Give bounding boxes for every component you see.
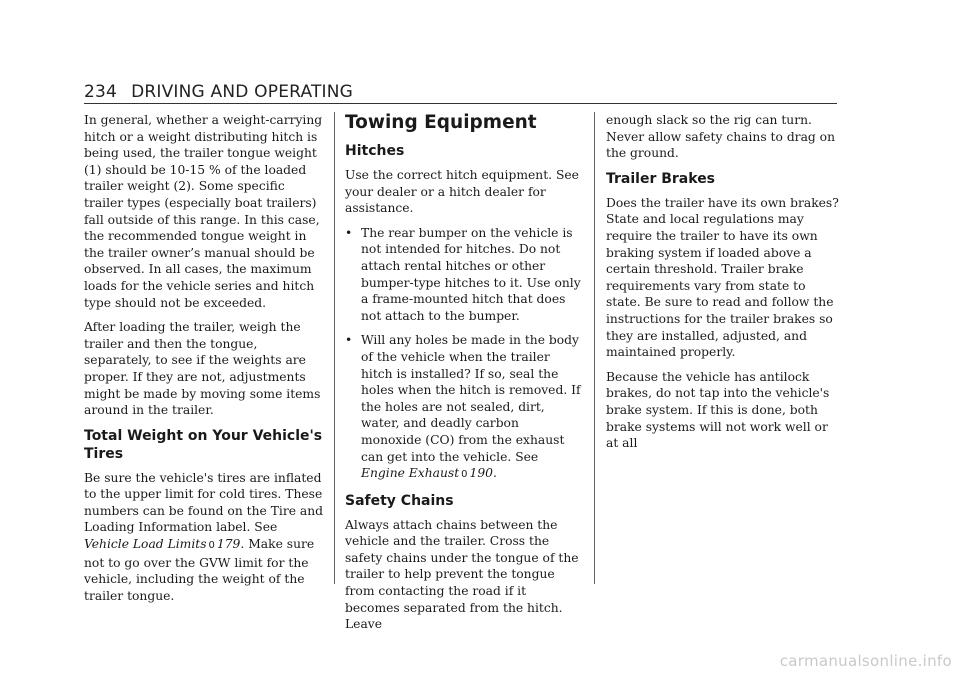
paragraph — [84, 470, 326, 605]
section-title: DRIVING AND OPERATING — [131, 82, 354, 102]
paragraph: Use the correct hitch equipment. See your dealer or a hitch dealer for assistance. — [345, 168, 579, 216]
paragraph: Always attach chains between the vehicle and the trailer. Cross the safety chains under the tongue of the trailer to help prevent the tongue from contacting the road if it becomes separated from the hitch. Leave — [345, 517, 579, 632]
heading-hitches: Hitches — [345, 143, 405, 159]
paragraph: In general, whether a weight-carrying hitch or a weight distributing hitch is being used, the trailer tongue weight (1) should be 10-15 % of the loaded trailer weight (2). Some specific trailer types (especially boat trailers) fall outside of this range. In this case, the recommended tongue weight in the trailer owner’s manual should be observed. In all cases, the maximum loads for the vehicle series and hitch type should not be exceeded. — [84, 113, 323, 310]
page-header — [84, 82, 353, 102]
bullet-list — [345, 225, 583, 484]
list-item-text: Will any holes be made in the body of the vehicle when the trailer hitch is installed? If so, seal the holes when the hitch is removed. If the holes are not sealed, dirt, water, and deadly carbon monoxide (CO) from the exhaust can get into the vehicle. See — [361, 333, 581, 464]
header-rule — [84, 103, 837, 104]
page-arrow-icon: 0 — [208, 540, 215, 552]
watermark: carmanualsonline.info — [779, 652, 952, 670]
paragraph-text: . Make sure not to go over the GVW limit for the vehicle, including the weight of the trailer tongue. — [84, 537, 315, 603]
paragraph-text: Be sure the vehicle's tires are inflated to the upper limit for cold tires. These numbers can be found on the Tire and Loading Information label. See — [84, 470, 324, 535]
page-reference[interactable]: 190 — [469, 466, 494, 481]
page-reference[interactable]: 179 — [216, 537, 241, 552]
heading-towing-equipment: Towing Equipment — [345, 112, 537, 133]
page-number: 234 — [84, 82, 118, 102]
paragraph: Does the trailer have its own brakes? State and local regulations may require the trailer to have its own braking system if loaded above a certain threshold. Trailer brake requirements vary from state to state. Be sure to read and follow the instructions for the trailer brakes so they are installed, adjusted, and maintained properly. — [606, 195, 839, 360]
column-divider — [594, 112, 595, 584]
list-item: • The rear bumper on the vehicle is not intended for hitches. Do not attach rental hitches or other bumper-type hitches to it. Use only a frame-mounted hitch that does not attach to the bumper. — [345, 225, 583, 325]
paragraph: enough slack so the rig can turn. Never allow safety chains to drag on the ground. — [606, 113, 835, 161]
list-item — [345, 332, 583, 483]
column-3 — [606, 112, 842, 460]
cross-reference-link[interactable]: Engine Exhaust — [361, 466, 460, 481]
column-1 — [84, 112, 326, 612]
paragraph: Because the vehicle has antilock brakes, do not tap into the vehicle's brake system. If this is done, both brake systems will not work well or at all — [606, 369, 830, 451]
column-divider — [334, 112, 335, 584]
heading-total-weight: Total Weight on Your Vehicle's Tires — [84, 427, 323, 462]
page-arrow-icon: 0 — [461, 469, 468, 481]
cross-reference-link[interactable]: Vehicle Load Limits — [84, 537, 207, 552]
heading-safety-chains: Safety Chains — [345, 492, 454, 509]
column-2 — [345, 112, 583, 641]
heading-trailer-brakes: Trailer Brakes — [606, 170, 716, 187]
paragraph: After loading the trailer, weigh the trailer and then the tongue, separately, to see if the weights are proper. If they are not, adjustments might be made by moving some items around in the trailer. — [84, 320, 321, 418]
list-item-text: . — [493, 466, 497, 481]
